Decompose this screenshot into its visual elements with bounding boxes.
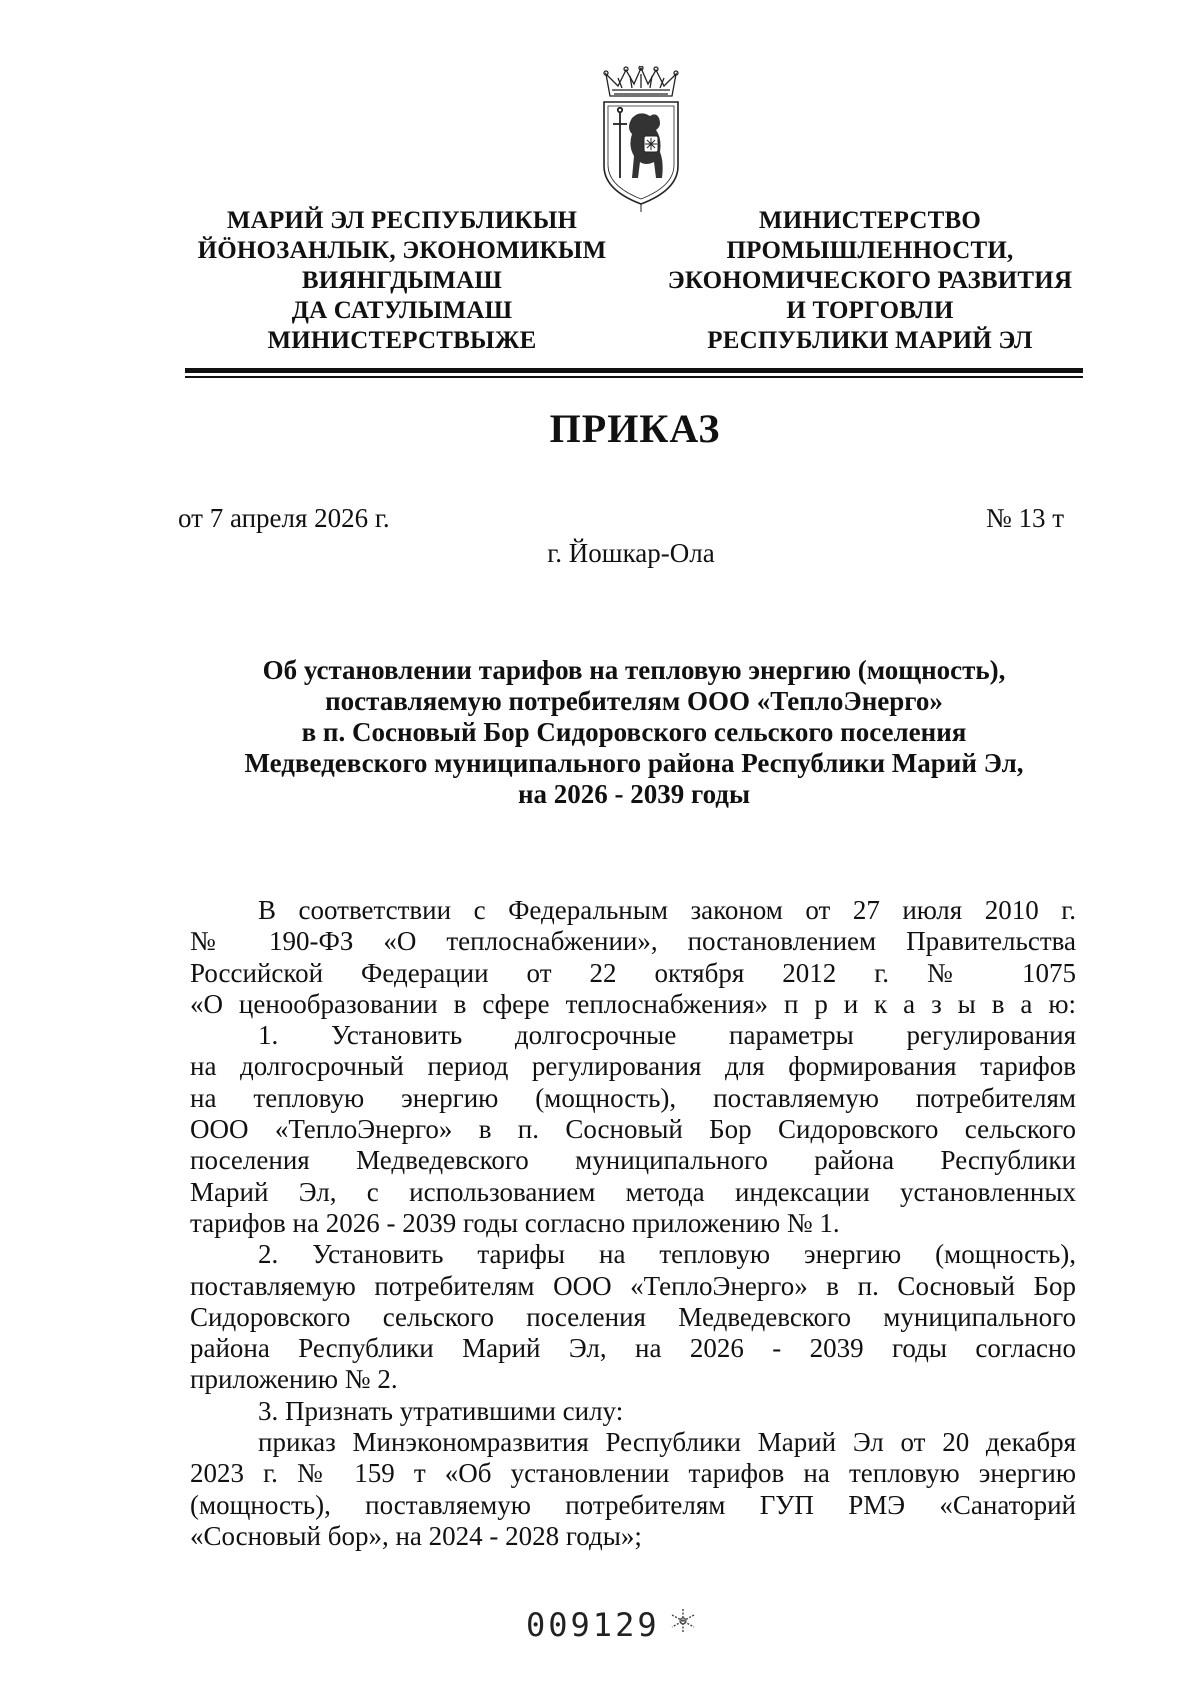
subject-line: на 2026 - 2039 годы (517, 779, 751, 809)
document-date: от 7 апреля 2026 г. (178, 503, 390, 533)
body-line: ООО «ТеплоЭнерго» в п. Сосновый Бор Сидоровского сельского (190, 1114, 1076, 1145)
body-line: 2. Установить тарифы на тепловую энергию (мощность), (258, 1239, 1076, 1270)
document-body (190, 895, 1076, 1552)
body-line: 3. Признать утратившими силу: (258, 1395, 624, 1426)
body-line: № 190-ФЗ «О теплоснабжении», постановлением Правительства (190, 926, 1076, 957)
document-type-title: ПРИКАЗ (549, 406, 721, 451)
body-line: Российской Федерации от 22 октября 2012 г. № 1075 (190, 957, 1076, 988)
body-line: поставляемую потребителям ООО «ТеплоЭнерго» в п. Сосновый Бор (190, 1270, 1076, 1301)
body-line: 1. Установить долгосрочные параметры регулирования (258, 1020, 1076, 1051)
document-subject (186, 655, 1082, 810)
header-right-line: ПРОМЫШЛЕННОСТИ, (726, 237, 1014, 264)
body-line: тарифов на 2026 - 2039 годы согласно приложению № 1. (190, 1207, 840, 1238)
header-left-line: ВИЯНГДЫМАШ (301, 267, 503, 294)
header-right-line: РЕСПУБЛИКИ МАРИЙ ЭЛ (707, 327, 1033, 354)
body-line: приложению № 2. (190, 1364, 398, 1395)
subject-line: Об установлении тарифов на тепловую энергию (мощность), (262, 655, 1006, 685)
body-line: района Республики Марий Эл, на 2026 - 2039 годы согласно (190, 1333, 1076, 1364)
body-line: 2023 г. № 159 т «Об установлении тарифов на тепловую энергию (190, 1458, 1076, 1489)
body-line: на долгосрочный период регулирования для формирования тарифов (190, 1051, 1076, 1082)
body-line: поселения Медведевского муниципального района Республики (190, 1145, 1076, 1176)
header-left-line: МИНИСТЕРСТВЫЖЕ (267, 327, 537, 354)
subject-line: поставляемую потребителям ООО «ТеплоЭнерго» (325, 686, 943, 716)
coat-of-arms-icon (596, 66, 686, 212)
header-divider-thick (185, 368, 1083, 373)
subject-line: Медведевского муниципального района Республики Марий Эл, (244, 748, 1024, 778)
header-ministry-mari (192, 206, 612, 356)
body-line: на тепловую энергию (мощность), поставляемую потребителям (190, 1082, 1076, 1113)
serial-number: 009129 (526, 1606, 660, 1644)
header-left-line: ДА САТУЛЫМАШ (291, 297, 513, 324)
header-divider-thin (185, 376, 1083, 378)
body-line: «О ценообразовании в сфере теплоснабжения» п р и к а з ы в а ю: (190, 988, 1076, 1019)
header-left-line: ЙӦНОЗАНЛЫК, ЭКОНОМИКЫМ (197, 237, 607, 264)
body-line: Сидоровского сельского поселения Медведевского муниципального (190, 1301, 1076, 1332)
header-right-line: МИНИСТЕРСТВО (758, 207, 982, 234)
body-line: В соответствии с Федеральным законом от 27 июля 2010 г. (258, 895, 1076, 925)
body-line: приказ Минэкономразвития Республики Марий Эл от 20 декабря (258, 1427, 1076, 1458)
body-line: (мощность), поставляемую потребителям ГУП РМЭ «Санаторий (190, 1489, 1076, 1520)
header-left-line: МАРИЙ ЭЛ РЕСПУБЛИКЫН (226, 207, 578, 234)
document-number: № 13 т (986, 503, 1065, 533)
document-city: г. Йошкар-Ола (547, 538, 715, 568)
body-line: Марий Эл, с использованием метода индексации установленных (190, 1176, 1076, 1207)
asterisk-icon (668, 1606, 698, 1636)
header-ministry-russian (660, 206, 1080, 356)
subject-line: в п. Сосновый Бор Сидоровского сельского поселения (301, 717, 967, 747)
header-right-line: ЭКОНОМИЧЕСКОГО РАЗВИТИЯ (667, 267, 1073, 294)
body-line: «Сосновый бор», на 2024 - 2028 годы»; (190, 1520, 642, 1551)
header-right-line: И ТОРГОВЛИ (786, 297, 954, 324)
